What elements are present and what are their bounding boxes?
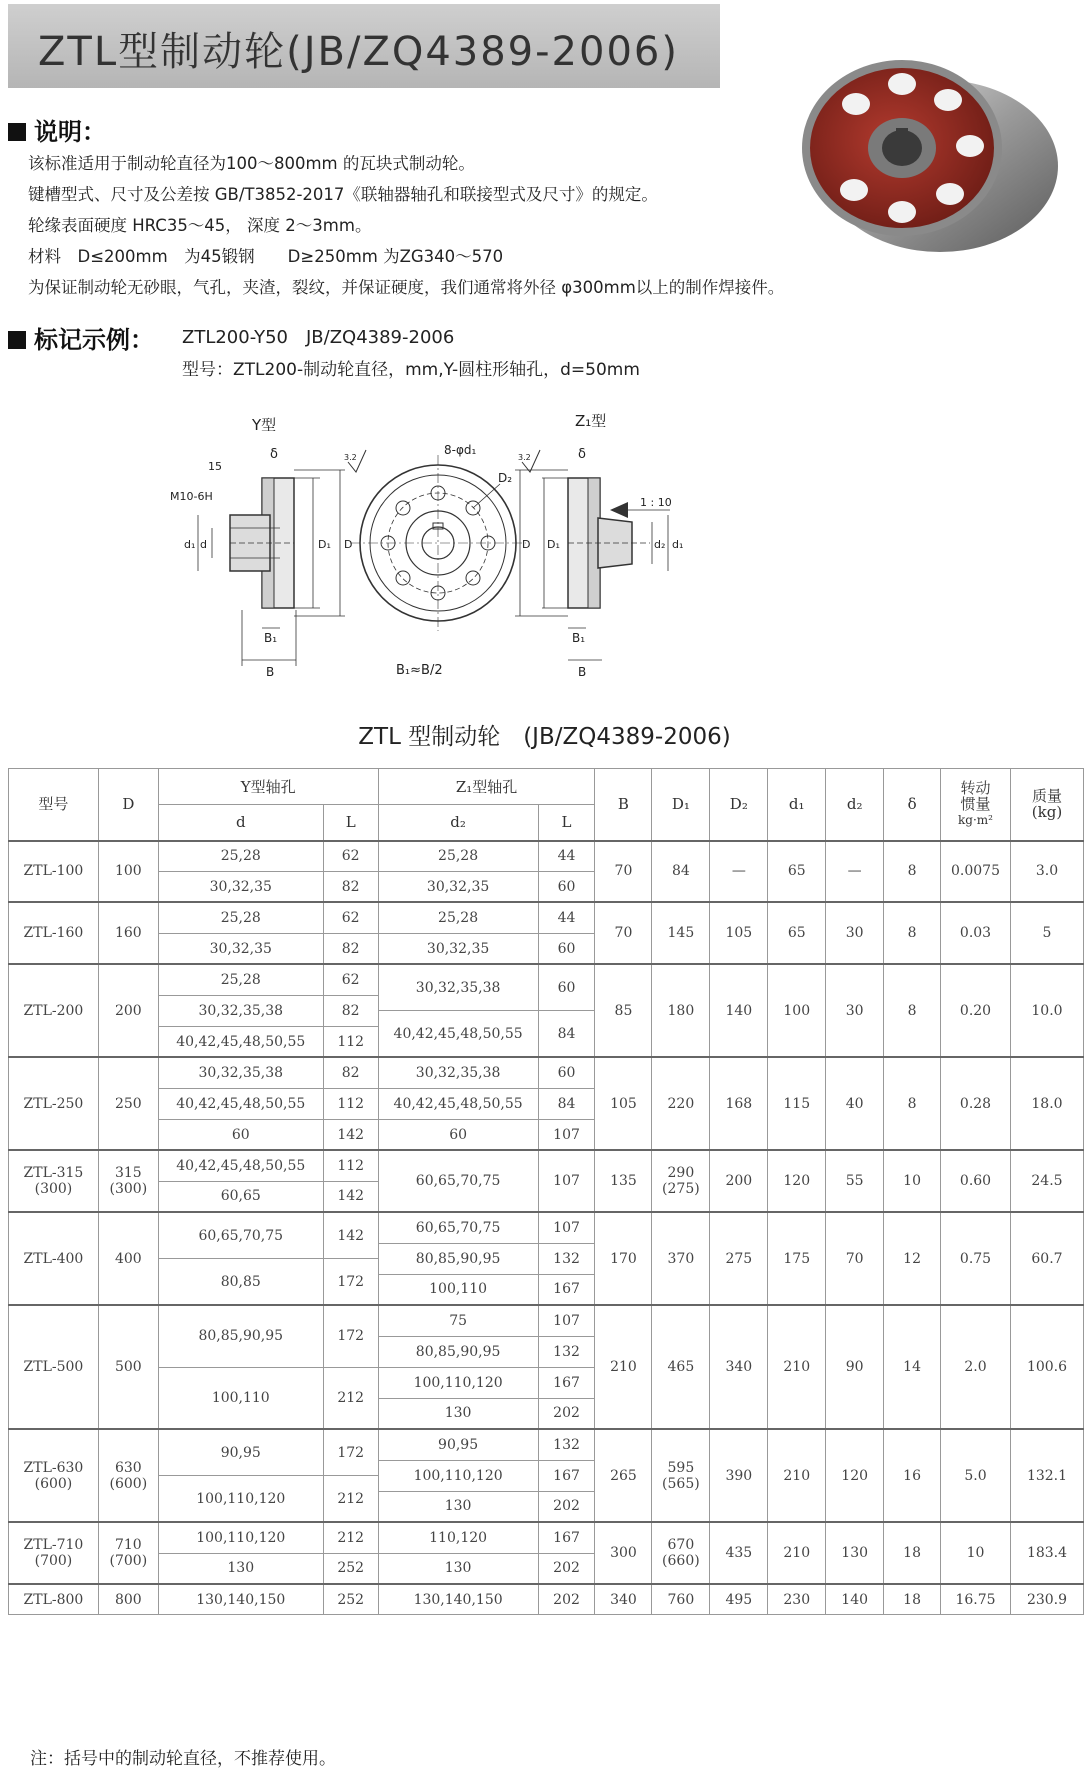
z-bore-d-cell: 130: [378, 1398, 538, 1429]
z-bore-L-cell: 132: [538, 1243, 595, 1274]
z-dim-d1: d₁: [672, 538, 684, 551]
B-cell: 70: [595, 841, 652, 903]
header-D2: D₂: [710, 769, 768, 841]
z-bore-L-cell: 60: [538, 933, 595, 964]
header-model: 型号: [9, 769, 99, 841]
y-bore-L-cell: 172: [323, 1259, 378, 1306]
delta-cell: 8: [884, 1057, 941, 1150]
y-dim-B: B: [266, 665, 275, 679]
title-banner: [8, 4, 720, 88]
diameter-cell: 100: [98, 841, 158, 903]
delta-cell: 18: [884, 1584, 941, 1615]
model-cell: ZTL-250: [9, 1057, 99, 1150]
z-bore-L-cell: 60: [538, 1057, 595, 1088]
z-bore-d-cell: 100,110: [378, 1274, 538, 1305]
header-B: B: [595, 769, 652, 841]
mass-cell: 3.0: [1010, 841, 1083, 903]
y-bore-d-cell: 30,32,35,38: [158, 1057, 323, 1088]
z-bore-d-cell: 60: [378, 1119, 538, 1150]
z-bore-d-cell: 30,32,35,38: [378, 964, 538, 1011]
z-bore-L-cell: 60: [538, 964, 595, 1011]
z-bore-L-cell: 202: [538, 1491, 595, 1522]
z-bore-L-cell: 107: [538, 1119, 595, 1150]
z-bore-d-cell: 30,32,35,38: [378, 1057, 538, 1088]
header-inertia: 转动 惯量 kg·m²: [941, 769, 1011, 841]
description-line-4: 材料 D≤200mm 为45锻钢 D≥250mm 为ZG340～570: [28, 247, 504, 266]
brake-wheel-photo: [790, 48, 1060, 258]
model-cell: ZTL-500: [9, 1305, 99, 1429]
B-cell: 340: [595, 1584, 652, 1615]
d2-cell: 30: [826, 964, 884, 1057]
y-bore-L-cell: 112: [323, 1150, 378, 1181]
z-bore-L-cell: 167: [538, 1274, 595, 1305]
y-bore-d-cell: 80,85: [158, 1259, 323, 1306]
z-bore-d-cell: 75: [378, 1305, 538, 1336]
d2-cell: —: [826, 841, 884, 903]
B-cell: 170: [595, 1212, 652, 1305]
header-z-bore: Z₁型轴孔: [378, 769, 595, 805]
delta-cell: 8: [884, 964, 941, 1057]
d1-cell: 175: [768, 1212, 826, 1305]
mass-cell: 5: [1010, 902, 1083, 964]
y-bore-d-cell: 60: [158, 1119, 323, 1150]
D1-cell: 760: [652, 1584, 710, 1615]
d2-cell: 120: [826, 1429, 884, 1522]
z-bore-L-cell: 107: [538, 1150, 595, 1212]
D2-cell: 390: [710, 1429, 768, 1522]
page-title: ZTL型制动轮(JB/ZQ4389-2006): [38, 29, 679, 75]
z-bore-d-cell: 80,85,90,95: [378, 1336, 538, 1367]
front-D2: D₂: [498, 471, 513, 485]
y-bore-d-cell: 60,65,70,75: [158, 1212, 323, 1259]
y-bore-d-cell: 130,140,150: [158, 1584, 323, 1615]
z-bore-d-cell: 40,42,45,48,50,55: [378, 1088, 538, 1119]
delta-cell: 8: [884, 902, 941, 964]
d1-cell: 230: [768, 1584, 826, 1615]
d1-cell: 210: [768, 1305, 826, 1429]
header-z-L: L: [538, 805, 595, 841]
y-bore-L-cell: 142: [323, 1119, 378, 1150]
D1-cell: 220: [652, 1057, 710, 1150]
model-cell: ZTL-630 (600): [9, 1429, 99, 1522]
d1-cell: 210: [768, 1522, 826, 1584]
D1-cell: 290 (275): [652, 1150, 710, 1212]
z-bore-d-cell: 90,95: [378, 1429, 538, 1460]
y-bore-d-cell: 60,65: [158, 1181, 323, 1212]
model-cell: ZTL-400: [9, 1212, 99, 1305]
y-dim-15: 15: [208, 460, 222, 473]
z-bore-d-cell: 110,120: [378, 1522, 538, 1553]
mass-cell: 100.6: [1010, 1305, 1083, 1429]
y-bore-d-cell: 90,95: [158, 1429, 323, 1476]
D2-cell: 140: [710, 964, 768, 1057]
D2-cell: 168: [710, 1057, 768, 1150]
holes-label: 8-φd₁: [444, 443, 477, 457]
model-cell: ZTL-160: [9, 902, 99, 964]
z-bore-d-cell: 80,85,90,95: [378, 1243, 538, 1274]
mass-cell: 183.4: [1010, 1522, 1083, 1584]
header-D: D: [98, 769, 158, 841]
model-cell: ZTL-100: [9, 841, 99, 903]
d2-cell: 70: [826, 1212, 884, 1305]
D2-cell: 340: [710, 1305, 768, 1429]
taper-label: 1 : 10: [640, 496, 672, 509]
z-dim-D: D: [522, 538, 531, 551]
D2-cell: —: [710, 841, 768, 903]
header-delta: δ: [884, 769, 941, 841]
description-line-1: 该标准适用于制动轮直径为100～800mm 的瓦块式制动轮。: [28, 154, 475, 173]
z-bore-L-cell: 132: [538, 1336, 595, 1367]
header-mass: 质量 (kg): [1010, 769, 1083, 841]
spec-table: [8, 768, 1084, 1615]
diameter-cell: 630 (600): [98, 1429, 158, 1522]
y-bore-d-cell: 25,28: [158, 841, 323, 872]
z-bore-d-cell: 30,32,35: [378, 871, 538, 902]
y-bore-d-cell: 100,110: [158, 1367, 323, 1429]
z-bore-L-cell: 84: [538, 1088, 595, 1119]
d2-cell: 130: [826, 1522, 884, 1584]
model-cell: ZTL-800: [9, 1584, 99, 1615]
description-heading: 说明：: [8, 112, 106, 147]
y-bore-L-cell: 142: [323, 1181, 378, 1212]
B-cell: 70: [595, 902, 652, 964]
y-bore-L-cell: 62: [323, 902, 378, 933]
D1-cell: 145: [652, 902, 710, 964]
z-bore-L-cell: 60: [538, 871, 595, 902]
diameter-cell: 250: [98, 1057, 158, 1150]
z-dim-B: B: [578, 665, 587, 679]
table-title: ZTL 型制动轮 (JB/ZQ4389-2006): [358, 724, 731, 750]
diameter-cell: 160: [98, 902, 158, 964]
mass-cell: 10.0: [1010, 964, 1083, 1057]
z-bore-L-cell: 167: [538, 1522, 595, 1553]
inertia-cell: 2.0: [941, 1305, 1011, 1429]
y-bore-L-cell: 112: [323, 1088, 378, 1119]
z-bore-d-cell: 100,110,120: [378, 1367, 538, 1398]
D1-cell: 670 (660): [652, 1522, 710, 1584]
inertia-cell: 0.75: [941, 1212, 1011, 1305]
inertia-cell: 0.03: [941, 902, 1011, 964]
header-d1: d₁: [768, 769, 826, 841]
z-bore-d-cell: 130,140,150: [378, 1584, 538, 1615]
d1-cell: 120: [768, 1150, 826, 1212]
y-dim-D: D: [344, 538, 353, 551]
y-bore-L-cell: 212: [323, 1522, 378, 1553]
delta-cell: 12: [884, 1212, 941, 1305]
description-line-2: 键槽型式、尺寸及公差按 GB/T3852-2017《联轴器轴孔和联接型式及尺寸》的规定。: [28, 185, 658, 204]
y-type-label: Y型: [252, 416, 277, 434]
inertia-cell: 0.28: [941, 1057, 1011, 1150]
delta-cell: 16: [884, 1429, 941, 1522]
z-dim-D1: D₁: [547, 538, 560, 551]
b1-formula: B₁≈B/2: [396, 663, 443, 678]
z-bore-d-cell: 100,110,120: [378, 1460, 538, 1491]
d2-cell: 30: [826, 902, 884, 964]
mass-cell: 60.7: [1010, 1212, 1083, 1305]
y-bore-L-cell: 252: [323, 1584, 378, 1615]
y-bore-L-cell: 82: [323, 1057, 378, 1088]
y-roughness: 3.2: [344, 453, 357, 462]
D2-cell: 495: [710, 1584, 768, 1615]
y-bore-L-cell: 142: [323, 1212, 378, 1259]
diameter-cell: 400: [98, 1212, 158, 1305]
D2-cell: 200: [710, 1150, 768, 1212]
mass-cell: 18.0: [1010, 1057, 1083, 1150]
d1-cell: 65: [768, 902, 826, 964]
D1-cell: 595 (565): [652, 1429, 710, 1522]
d1-cell: 210: [768, 1429, 826, 1522]
y-dim-d: d: [200, 538, 207, 551]
header-y-L: L: [323, 805, 378, 841]
D1-cell: 84: [652, 841, 710, 903]
diameter-cell: 710 (700): [98, 1522, 158, 1584]
inertia-cell: 0.20: [941, 964, 1011, 1057]
y-bore-d-cell: 30,32,35: [158, 871, 323, 902]
y-bore-L-cell: 82: [323, 933, 378, 964]
D2-cell: 275: [710, 1212, 768, 1305]
y-bore-d-cell: 25,28: [158, 964, 323, 995]
marking-example: ZTL200-Y50 JB/ZQ4389-2006: [182, 327, 455, 348]
mass-cell: 24.5: [1010, 1150, 1083, 1212]
y-bore-L-cell: 82: [323, 871, 378, 902]
y-bore-L-cell: 172: [323, 1305, 378, 1367]
y-bore-d-cell: 80,85,90,95: [158, 1305, 323, 1367]
y-bore-d-cell: 130: [158, 1553, 323, 1584]
D2-cell: 435: [710, 1522, 768, 1584]
description-line-3: 轮缘表面硬度 HRC35～45， 深度 2～3mm。: [28, 216, 372, 235]
z-bore-L-cell: 44: [538, 841, 595, 872]
B-cell: 135: [595, 1150, 652, 1212]
header-z-dz: d₂: [378, 805, 538, 841]
D1-cell: 370: [652, 1212, 710, 1305]
z-roughness: 3.2: [518, 453, 531, 462]
z-bore-d-cell: 60,65,70,75: [378, 1150, 538, 1212]
y-bore-L-cell: 212: [323, 1367, 378, 1429]
B-cell: 300: [595, 1522, 652, 1584]
diameter-cell: 315 (300): [98, 1150, 158, 1212]
diameter-cell: 500: [98, 1305, 158, 1429]
y-bore-d-cell: 25,28: [158, 902, 323, 933]
d2-cell: 55: [826, 1150, 884, 1212]
inertia-cell: 0.0075: [941, 841, 1011, 903]
technical-drawings: [170, 410, 810, 700]
marking-heading: 标记示例：: [8, 320, 154, 355]
B-cell: 265: [595, 1429, 652, 1522]
y-bore-d-cell: 30,32,35,38: [158, 995, 323, 1026]
D1-cell: 465: [652, 1305, 710, 1429]
z-type-label: Z₁型: [575, 412, 607, 430]
z-bore-d-cell: 60,65,70,75: [378, 1212, 538, 1243]
y-dim-d1: d₁: [184, 538, 196, 551]
footnote: 注：括号中的制动轮直径，不推荐使用。: [30, 1749, 336, 1769]
delta-cell: 18: [884, 1522, 941, 1584]
delta-cell: 14: [884, 1305, 941, 1429]
z-bore-L-cell: 202: [538, 1553, 595, 1584]
d2-cell: 90: [826, 1305, 884, 1429]
D2-cell: 105: [710, 902, 768, 964]
y-bore-L-cell: 82: [323, 995, 378, 1026]
y-dim-delta: δ: [270, 447, 278, 462]
d1-cell: 100: [768, 964, 826, 1057]
d1-cell: 65: [768, 841, 826, 903]
d2-cell: 140: [826, 1584, 884, 1615]
B-cell: 105: [595, 1057, 652, 1150]
z-bore-d-cell: 25,28: [378, 902, 538, 933]
z-dim-delta: δ: [578, 447, 586, 462]
y-thread-label: M10-6H: [170, 490, 213, 503]
z-dim-B1: B₁: [572, 631, 586, 645]
y-dim-D1: D₁: [318, 538, 331, 551]
z-dim-dz: d₂: [654, 538, 666, 551]
mass-cell: 132.1: [1010, 1429, 1083, 1522]
z-bore-d-cell: 25,28: [378, 841, 538, 872]
z-bore-L-cell: 44: [538, 902, 595, 933]
z-bore-L-cell: 202: [538, 1398, 595, 1429]
model-cell: ZTL-315 (300): [9, 1150, 99, 1212]
z-bore-d-cell: 130: [378, 1553, 538, 1584]
diameter-cell: 800: [98, 1584, 158, 1615]
header-y-d: d: [158, 805, 323, 841]
mass-cell: 230.9: [1010, 1584, 1083, 1615]
diameter-cell: 200: [98, 964, 158, 1057]
inertia-cell: 5.0: [941, 1429, 1011, 1522]
y-bore-d-cell: 30,32,35: [158, 933, 323, 964]
z-bore-L-cell: 107: [538, 1212, 595, 1243]
inertia-cell: 16.75: [941, 1584, 1011, 1615]
y-bore-L-cell: 62: [323, 964, 378, 995]
z-bore-L-cell: 202: [538, 1584, 595, 1615]
z-bore-L-cell: 132: [538, 1429, 595, 1460]
header-y-bore: Y型轴孔: [158, 769, 378, 805]
y-bore-d-cell: 100,110,120: [158, 1522, 323, 1553]
delta-cell: 10: [884, 1150, 941, 1212]
B-cell: 210: [595, 1305, 652, 1429]
z-bore-L-cell: 167: [538, 1460, 595, 1491]
z-bore-d-cell: 130: [378, 1491, 538, 1522]
y-bore-L-cell: 172: [323, 1429, 378, 1476]
model-cell: ZTL-710 (700): [9, 1522, 99, 1584]
header-D1: D₁: [652, 769, 710, 841]
d1-cell: 115: [768, 1057, 826, 1150]
y-bore-d-cell: 100,110,120: [158, 1476, 323, 1523]
z-bore-L-cell: 84: [538, 1011, 595, 1058]
B-cell: 85: [595, 964, 652, 1057]
marking-explanation: 型号：ZTL200-制动轮直径，mm,Y-圆柱形轴孔，d=50mm: [182, 360, 640, 380]
y-bore-d-cell: 40,42,45,48,50,55: [158, 1088, 323, 1119]
y-dim-B1: B₁: [264, 631, 278, 645]
inertia-cell: 10: [941, 1522, 1011, 1584]
z-bore-d-cell: 40,42,45,48,50,55: [378, 1011, 538, 1058]
D1-cell: 180: [652, 964, 710, 1057]
header-d2: d₂: [826, 769, 884, 841]
y-bore-L-cell: 212: [323, 1476, 378, 1523]
y-bore-L-cell: 62: [323, 841, 378, 872]
z-bore-d-cell: 30,32,35: [378, 933, 538, 964]
y-bore-d-cell: 40,42,45,48,50,55: [158, 1026, 323, 1057]
y-bore-L-cell: 112: [323, 1026, 378, 1057]
description-line-5: 为保证制动轮无砂眼，气孔，夹渣，裂纹，并保证硬度，我们通常将外径 φ300mm以上的制作焊接件。: [28, 278, 785, 297]
model-cell: ZTL-200: [9, 964, 99, 1057]
y-bore-L-cell: 252: [323, 1553, 378, 1584]
inertia-cell: 0.60: [941, 1150, 1011, 1212]
z-bore-L-cell: 167: [538, 1367, 595, 1398]
d2-cell: 40: [826, 1057, 884, 1150]
z-bore-L-cell: 107: [538, 1305, 595, 1336]
delta-cell: 8: [884, 841, 941, 903]
y-bore-d-cell: 40,42,45,48,50,55: [158, 1150, 323, 1181]
